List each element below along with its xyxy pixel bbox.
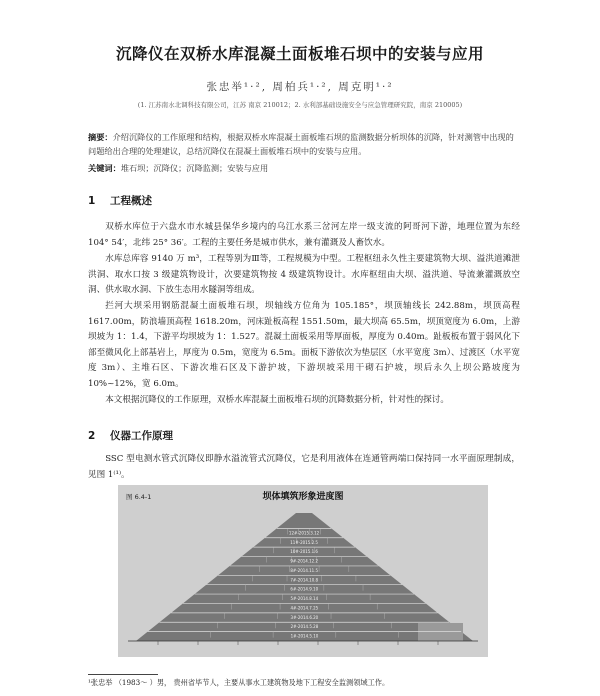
section-1-heading — [88, 193, 152, 208]
figure-caption: 坝体填筑形象进度图 — [262, 492, 344, 502]
paper-authors: 张忠举¹·², 周柏兵¹·², 周克明¹·² — [206, 81, 394, 93]
dam-toe-block — [418, 623, 463, 641]
fill-layer-label: 7#-2014.10.8 — [290, 577, 319, 583]
keywords — [88, 163, 520, 174]
section-2-number: 2 — [88, 430, 96, 442]
keywords-label: 关键词： — [88, 163, 121, 173]
abstract-text: 介绍沉降仪的工作原理和结构，根据双桥水库混凝土面板堆石坝的监测数据分析坝体的沉降，针对测管中出现的问题给出合理的处理建议，总结沉降仪在混凝土面板堆石坝中的安装与应用。 — [88, 132, 514, 156]
fill-layer-label: 11#-2015.2.5 — [290, 539, 318, 545]
fill-layer-label: 10#-2015.1.6 — [290, 549, 318, 555]
footnote: ¹张忠举 （1983～ ）男， 贵州省毕节人，主要从事水工建筑物及地下工程安全监测领域工作。 — [88, 678, 390, 687]
section-1-paragraph-1: 双桥水库位于六盘水市水城县保华乡境内的乌江水系三岔河左岸一级支流的阿哥河下游，地理位置为东经 104° 54′，北纬 25° 36′。工程的主要任务是城市供水，兼有灌溉及人畜饮水。 — [88, 222, 520, 248]
fill-layer-label: 9#-2014.12.2 — [290, 558, 319, 564]
section-1-title: 工程概述 — [110, 195, 152, 207]
section-1-number: 1 — [88, 195, 96, 207]
fill-layer-label: 3#-2014.6.20 — [290, 614, 319, 620]
fill-layer-label: 1#-2014.5.10 — [290, 633, 319, 639]
paper-title: 沉降仪在双桥水库混凝土面板堆石坝中的安装与应用 — [115, 45, 484, 63]
section-2-paragraph-1: SSC 型电测水管式沉降仪即静水溢流管式沉降仪，它是利用液体在连通管两端口保持同一水平面原理制成，见图 1⁽¹⁾。 — [88, 454, 520, 480]
section-1-paragraph-4: 本文根据沉降仪的工作原理，双桥水库混凝土面板堆石坝的沉降数据分析，针对性的探讨。 — [105, 395, 449, 405]
fill-layer-label: 2#-2014.5.28 — [290, 624, 319, 630]
dam-fill-progress-figure — [118, 485, 488, 657]
section-2-heading — [88, 428, 173, 443]
keywords-text: 堆石坝；沉降仪；沉降监测；安装与应用 — [120, 163, 269, 173]
fill-layer-label: 8#-2014.11.5 — [290, 567, 319, 573]
fill-layer-label: 4#-2014.7.25 — [290, 605, 319, 611]
footnote-rule — [88, 674, 158, 675]
fill-layer-label: 5#-2014.8.14 — [290, 596, 319, 602]
fill-layer-label: 12#-2015.3.12 — [288, 530, 320, 536]
paper-affiliation: (1. 江苏南水北调科技有限公司，江苏 南京 210012；2. 水利部基础设施安全与应急管理研究院，南京 210005) — [137, 101, 463, 109]
fill-layer-label: 6#-2014.9.10 — [290, 586, 319, 592]
figure-label: 图 6.4-1 — [126, 493, 152, 501]
abstract — [88, 131, 520, 158]
section-1-paragraph-2: 水库总库容 9140 万 m³，工程等别为Ⅲ等，工程规模为中型。工程枢纽永久性主要建筑物大坝、溢洪道滩泄洪洞、取水口按 3 级建筑物设计，次要建筑物按 4 级建筑物设计。水库枢纽由大坝、溢洪道、导流兼灌溉放空洞、供水取水洞、下放生态用水隧洞等组成。 — [88, 254, 520, 296]
section-1-paragraph-3: 拦河大坝采用钢筋混凝土面板堆石坝，坝轴线方位角为 105.185°，坝顶轴线长 242.88m，坝顶高程 1617.00m，防浪墙顶高程 1618.20m，河床趾板高程 1551.50m，最大坝高 65.5m，坝顶宽度为 6.0m，上游坝坡为 1：1.4，下游平均坝坡为 1：1.527。混凝土面板采用等厚面板，厚度为 0.40m。趾板板布置于弱风化下部至微风化上部基岩上，厚度为 0.5m，宽度为 6.5m。面板下游依次为垫层区（水平宽度 3m）、过渡区（水平宽度 3m）、主堆石区、下游次堆石区及下游护坡，下游坝坡采用干砌石护坡，坝后永久上坝公路坡度为 10%~12%，宽 6.0m。 — [88, 301, 520, 389]
section-2-title: 仪器工作原理 — [110, 430, 173, 442]
abstract-label: 摘要： — [88, 132, 113, 142]
